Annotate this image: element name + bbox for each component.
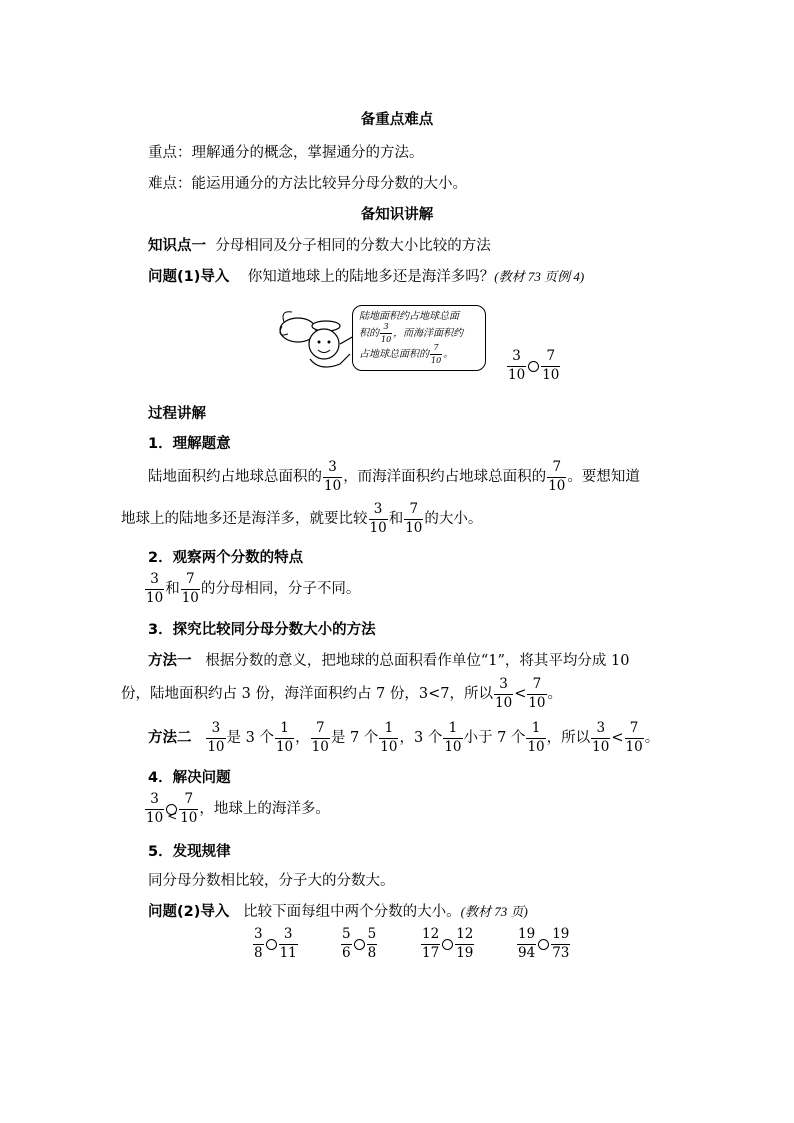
bubble-fraction-ocean bbox=[430, 344, 442, 365]
numerator: 7 bbox=[179, 793, 198, 810]
text: ， bbox=[295, 730, 310, 746]
compare-circle-less bbox=[166, 804, 177, 815]
denominator: 10 bbox=[380, 738, 398, 755]
question1-text: 你知道地球上的陆地多还是海洋多吗？ bbox=[247, 269, 495, 285]
denominator: 6 bbox=[342, 944, 351, 961]
bubble-text: 。 bbox=[443, 349, 454, 360]
fraction bbox=[517, 928, 536, 960]
text: 。 bbox=[547, 686, 563, 702]
denominator: 73 bbox=[552, 944, 570, 961]
less-than: < bbox=[611, 730, 624, 746]
angel-illustration bbox=[270, 304, 360, 376]
bubble-fraction-land bbox=[380, 323, 392, 344]
fraction bbox=[206, 722, 225, 754]
denominator: 10 bbox=[592, 738, 610, 755]
page-title: 备重点难点 bbox=[360, 112, 434, 128]
compare-circle bbox=[538, 939, 549, 950]
eye-right bbox=[328, 341, 331, 344]
denominator: 10 bbox=[444, 738, 462, 755]
denominator: 10 bbox=[180, 809, 198, 826]
numerator: 7 bbox=[404, 503, 423, 520]
numerator: 3 bbox=[369, 503, 388, 520]
numerator: 3 bbox=[591, 722, 610, 739]
exercise-2 bbox=[340, 928, 378, 960]
denominator: 17 bbox=[422, 944, 440, 961]
denominator: 10 bbox=[381, 335, 392, 344]
less-than: < bbox=[514, 686, 527, 702]
fraction bbox=[443, 722, 462, 754]
step2-title: 2．观察两个分数的特点 bbox=[148, 550, 304, 566]
fraction bbox=[625, 722, 644, 754]
numerator: 3 bbox=[253, 928, 264, 945]
numerator: 3 bbox=[380, 323, 392, 334]
fraction bbox=[369, 503, 388, 535]
denominator: 10 bbox=[625, 738, 643, 755]
numerator: 7 bbox=[181, 573, 200, 590]
step2-text-line bbox=[144, 573, 360, 605]
numerator: 5 bbox=[341, 928, 352, 945]
denominator: 10 bbox=[146, 809, 164, 826]
fraction bbox=[145, 573, 164, 605]
fraction bbox=[179, 793, 198, 825]
method1-label: 方法一 bbox=[148, 653, 192, 669]
bubble-text: ，而海洋面积约 bbox=[393, 328, 464, 339]
knowledge-point-text: 分母相同及分子相同的分数大小比较的方法 bbox=[215, 238, 491, 254]
denominator: 10 bbox=[146, 589, 164, 606]
question2-label: 问题(2)导入 bbox=[148, 904, 230, 920]
numerator: 3 bbox=[494, 678, 513, 695]
compare-circle bbox=[354, 939, 365, 950]
fraction bbox=[494, 678, 513, 710]
fraction bbox=[527, 678, 546, 710]
numerator: 12 bbox=[421, 928, 440, 945]
exercise-4 bbox=[516, 928, 571, 960]
numerator: 7 bbox=[547, 461, 566, 478]
text: 份，陆地面积约占 3 份，海洋面积约占 7 份，3<7，所以 bbox=[121, 686, 493, 702]
fraction bbox=[551, 928, 570, 960]
step5-text: 同分母分数相比较，分子大的分数大。 bbox=[148, 873, 395, 889]
question2-line bbox=[148, 902, 528, 922]
method1-line2 bbox=[121, 678, 562, 710]
numerator: 1 bbox=[526, 722, 545, 739]
step1-paragraph-line1 bbox=[148, 461, 640, 493]
step1-title: 1．理解题意 bbox=[148, 436, 231, 452]
denominator: 10 bbox=[431, 356, 442, 365]
speech-bubble bbox=[352, 305, 486, 371]
bubble-line-1: 陆地面积约占地球总面 bbox=[359, 311, 459, 322]
fraction bbox=[145, 793, 164, 825]
fraction bbox=[341, 928, 352, 960]
fraction bbox=[367, 928, 378, 960]
denominator: 94 bbox=[518, 944, 536, 961]
compare-circle bbox=[442, 939, 453, 950]
numerator: 5 bbox=[367, 928, 378, 945]
step4-text-line bbox=[144, 793, 330, 825]
step3-title: 3．探究比较同分母分数大小的方法 bbox=[148, 622, 376, 638]
text: 和 bbox=[165, 581, 180, 597]
text: 根据分数的意义，把地球的总面积看作单位“1”，将其平均分成 10 bbox=[205, 653, 630, 669]
text: 。要想知道 bbox=[567, 469, 640, 485]
text: 陆地面积约占地球总面积的 bbox=[148, 469, 322, 485]
denominator: 10 bbox=[548, 477, 566, 494]
compare-circle bbox=[266, 939, 277, 950]
numerator: 3 bbox=[206, 722, 225, 739]
denominator: 10 bbox=[275, 738, 294, 755]
text: 和 bbox=[388, 511, 404, 527]
numerator: 7 bbox=[430, 344, 442, 355]
text: 是 7 个 bbox=[330, 730, 379, 746]
text: ，3 个 bbox=[399, 730, 443, 746]
numerator: 3 bbox=[145, 793, 164, 810]
numerator: 3 bbox=[145, 573, 164, 590]
bubble-text: 占地球总面积的 bbox=[359, 349, 429, 360]
bubble-line-3 bbox=[359, 344, 479, 365]
difficult-point: 难点：能运用通分的方法比较异分母分数的大小。 bbox=[148, 176, 467, 192]
numerator: 1 bbox=[443, 722, 462, 739]
denominator: 10 bbox=[527, 738, 545, 755]
numerator: 7 bbox=[527, 678, 546, 695]
denominator: 10 bbox=[405, 519, 423, 536]
question1-label: 问题(1)导入 bbox=[148, 269, 230, 285]
text: ，而海洋面积约占地球总面积的 bbox=[343, 469, 547, 485]
fraction bbox=[541, 350, 560, 382]
question1-line bbox=[148, 267, 584, 287]
fraction bbox=[323, 461, 342, 493]
bubble-line-2 bbox=[359, 323, 479, 344]
fraction bbox=[181, 573, 200, 605]
eye-left bbox=[318, 341, 321, 344]
method2-label: 方法二 bbox=[148, 730, 192, 746]
fraction bbox=[526, 722, 545, 754]
fraction bbox=[455, 928, 474, 960]
denominator: 10 bbox=[311, 738, 329, 755]
main-comparison bbox=[506, 350, 561, 382]
text: ，所以 bbox=[546, 730, 591, 746]
knowledge-point-label: 知识点一 bbox=[148, 238, 206, 254]
numerator: 3 bbox=[507, 350, 526, 367]
exercise-1 bbox=[252, 928, 299, 960]
denominator: 11 bbox=[279, 944, 297, 961]
denominator: 10 bbox=[181, 589, 199, 606]
step4-title: 4．解决问题 bbox=[148, 770, 231, 786]
text: 。 bbox=[644, 730, 660, 746]
numerator: 1 bbox=[275, 722, 294, 739]
numerator: 7 bbox=[625, 722, 644, 739]
fraction bbox=[275, 722, 294, 754]
text: 的大小。 bbox=[424, 511, 483, 527]
fraction bbox=[379, 722, 398, 754]
fraction bbox=[279, 928, 298, 960]
denominator: 10 bbox=[508, 366, 526, 383]
text: ，地球上的海洋多。 bbox=[199, 801, 330, 817]
face-shape bbox=[309, 329, 339, 359]
text: 小于 7 个 bbox=[463, 730, 526, 746]
text: 是 3 个 bbox=[226, 730, 274, 746]
key-point: 重点：理解通分的概念，掌握通分的方法。 bbox=[148, 145, 424, 161]
fraction bbox=[421, 928, 440, 960]
numerator: 7 bbox=[541, 350, 560, 367]
exercise-3 bbox=[420, 928, 475, 960]
compare-circle bbox=[528, 361, 539, 372]
question1-ref: (教材 73 页例 4) bbox=[494, 269, 585, 284]
numerator: 19 bbox=[517, 928, 536, 945]
method1-line1 bbox=[148, 651, 629, 671]
fraction bbox=[253, 928, 264, 960]
denominator: 10 bbox=[528, 694, 546, 711]
method2-line bbox=[148, 722, 659, 754]
denominator: 8 bbox=[254, 944, 263, 961]
denominator: 19 bbox=[456, 944, 474, 961]
fraction bbox=[311, 722, 330, 754]
fraction bbox=[404, 503, 423, 535]
denominator: 10 bbox=[324, 477, 342, 494]
denominator: 10 bbox=[207, 738, 225, 755]
knowledge-point-line bbox=[148, 236, 491, 256]
question2-ref: (教材 73 页) bbox=[460, 904, 528, 919]
text: 地球上的陆地多还是海洋多，就要比较 bbox=[121, 511, 368, 527]
bubble-text: 积的 bbox=[359, 328, 379, 339]
denominator: 10 bbox=[542, 366, 560, 383]
denominator: 8 bbox=[367, 944, 377, 961]
fraction bbox=[591, 722, 610, 754]
question2-text: 比较下面每组中两个分数的大小。 bbox=[243, 904, 461, 920]
step1-paragraph-line2 bbox=[121, 503, 482, 535]
fraction bbox=[507, 350, 526, 382]
process-title: 过程讲解 bbox=[148, 406, 206, 422]
numerator: 3 bbox=[323, 461, 342, 478]
denominator: 10 bbox=[369, 519, 387, 536]
text: 的分母相同，分子不同。 bbox=[200, 581, 361, 597]
section-title: 备知识讲解 bbox=[360, 207, 434, 223]
numerator: 19 bbox=[551, 928, 570, 945]
numerator: 12 bbox=[455, 928, 474, 945]
denominator: 10 bbox=[495, 694, 513, 711]
numerator: 1 bbox=[379, 722, 398, 739]
step5-title: 5．发现规律 bbox=[148, 844, 231, 860]
fraction bbox=[547, 461, 566, 493]
numerator: 3 bbox=[279, 928, 298, 945]
numerator: 7 bbox=[311, 722, 330, 739]
